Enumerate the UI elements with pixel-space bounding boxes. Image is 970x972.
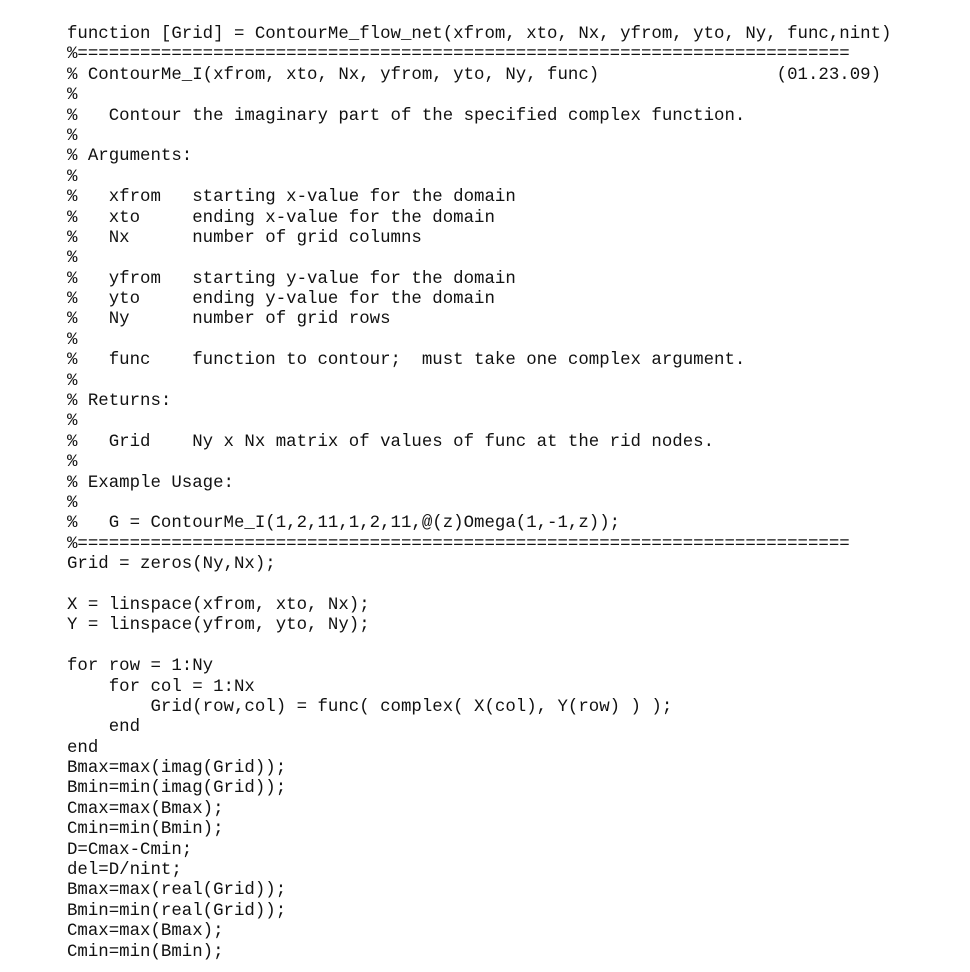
code-line: % [67, 126, 78, 146]
code-line: Bmin=min(real(Grid)); [67, 901, 287, 921]
code-line: end [67, 718, 141, 738]
code-line: %========================================================================== [67, 45, 850, 65]
code-line: % Ny number of grid rows [67, 310, 391, 330]
code-line: % [67, 86, 78, 106]
code-line: % Contour the imaginary part of the specified complex function. [67, 106, 746, 126]
code-line: for row = 1:Ny [67, 657, 214, 677]
code-line: D=Cmax-Cmin; [67, 840, 193, 860]
code-line: % func function to contour; must take one complex argument. [67, 351, 746, 371]
code-line: % Arguments: [67, 147, 193, 167]
code-line: % [67, 167, 78, 187]
code-line: % xfrom starting x-value for the domain [67, 188, 516, 208]
code-line: end [67, 738, 99, 758]
code-line: %========================================================================== [67, 534, 850, 554]
code-line: % [67, 330, 78, 350]
code-line: Cmax=max(Bmax); [67, 922, 224, 942]
code-line: % [67, 412, 78, 432]
code-line: % [67, 453, 78, 473]
code-line: Bmin=min(imag(Grid)); [67, 779, 287, 799]
code-line [67, 637, 891, 657]
code-line: Grid = zeros(Ny,Nx); [67, 555, 276, 575]
code-line: % G = ContourMe_I(1,2,11,1,2,11,@(z)Omega(1,-1,z)); [67, 514, 621, 534]
code-line: Cmin=min(Bmin); [67, 820, 224, 840]
code-line: Bmax=max(real(Grid)); [67, 881, 287, 901]
code-line: % [67, 371, 78, 391]
code-line [67, 576, 891, 596]
code-line: Grid(row,col) = func( complex( X(col), Y(row) ) ); [67, 697, 673, 717]
code-line: for col = 1:Nx [67, 677, 255, 697]
code-line: del=D/nint; [67, 861, 182, 881]
code-line: Cmin=min(Bmin); [67, 942, 224, 962]
code-line: % [67, 249, 78, 269]
code-line: % Grid Ny x Nx matrix of values of func at the rid nodes. [67, 432, 715, 452]
code-line: Y = linspace(yfrom, yto, Ny); [67, 616, 370, 636]
code-line: X = linspace(xfrom, xto, Nx); [67, 595, 370, 615]
code-line: function [Grid] = ContourMe_flow_net(xfrom, xto, Nx, yfrom, yto, Ny, func,nint) [67, 25, 892, 44]
code-line: % ContourMe_I(xfrom, xto, Nx, yfrom, yto, Ny, func) (01.23.09) [67, 65, 882, 85]
code-line: % yto ending y-value for the domain [67, 290, 495, 310]
code-line: % [67, 493, 78, 513]
code-line: Bmax=max(imag(Grid)); [67, 759, 287, 779]
code-line: % Nx number of grid columns [67, 228, 422, 248]
code-line: Cmax=max(Bmax); [67, 799, 224, 819]
code-listing [67, 25, 891, 963]
code-line: % xto ending x-value for the domain [67, 208, 495, 228]
code-line: % Example Usage: [67, 473, 234, 493]
code-line: % yfrom starting y-value for the domain [67, 269, 516, 289]
code-line: % Returns: [67, 392, 172, 412]
